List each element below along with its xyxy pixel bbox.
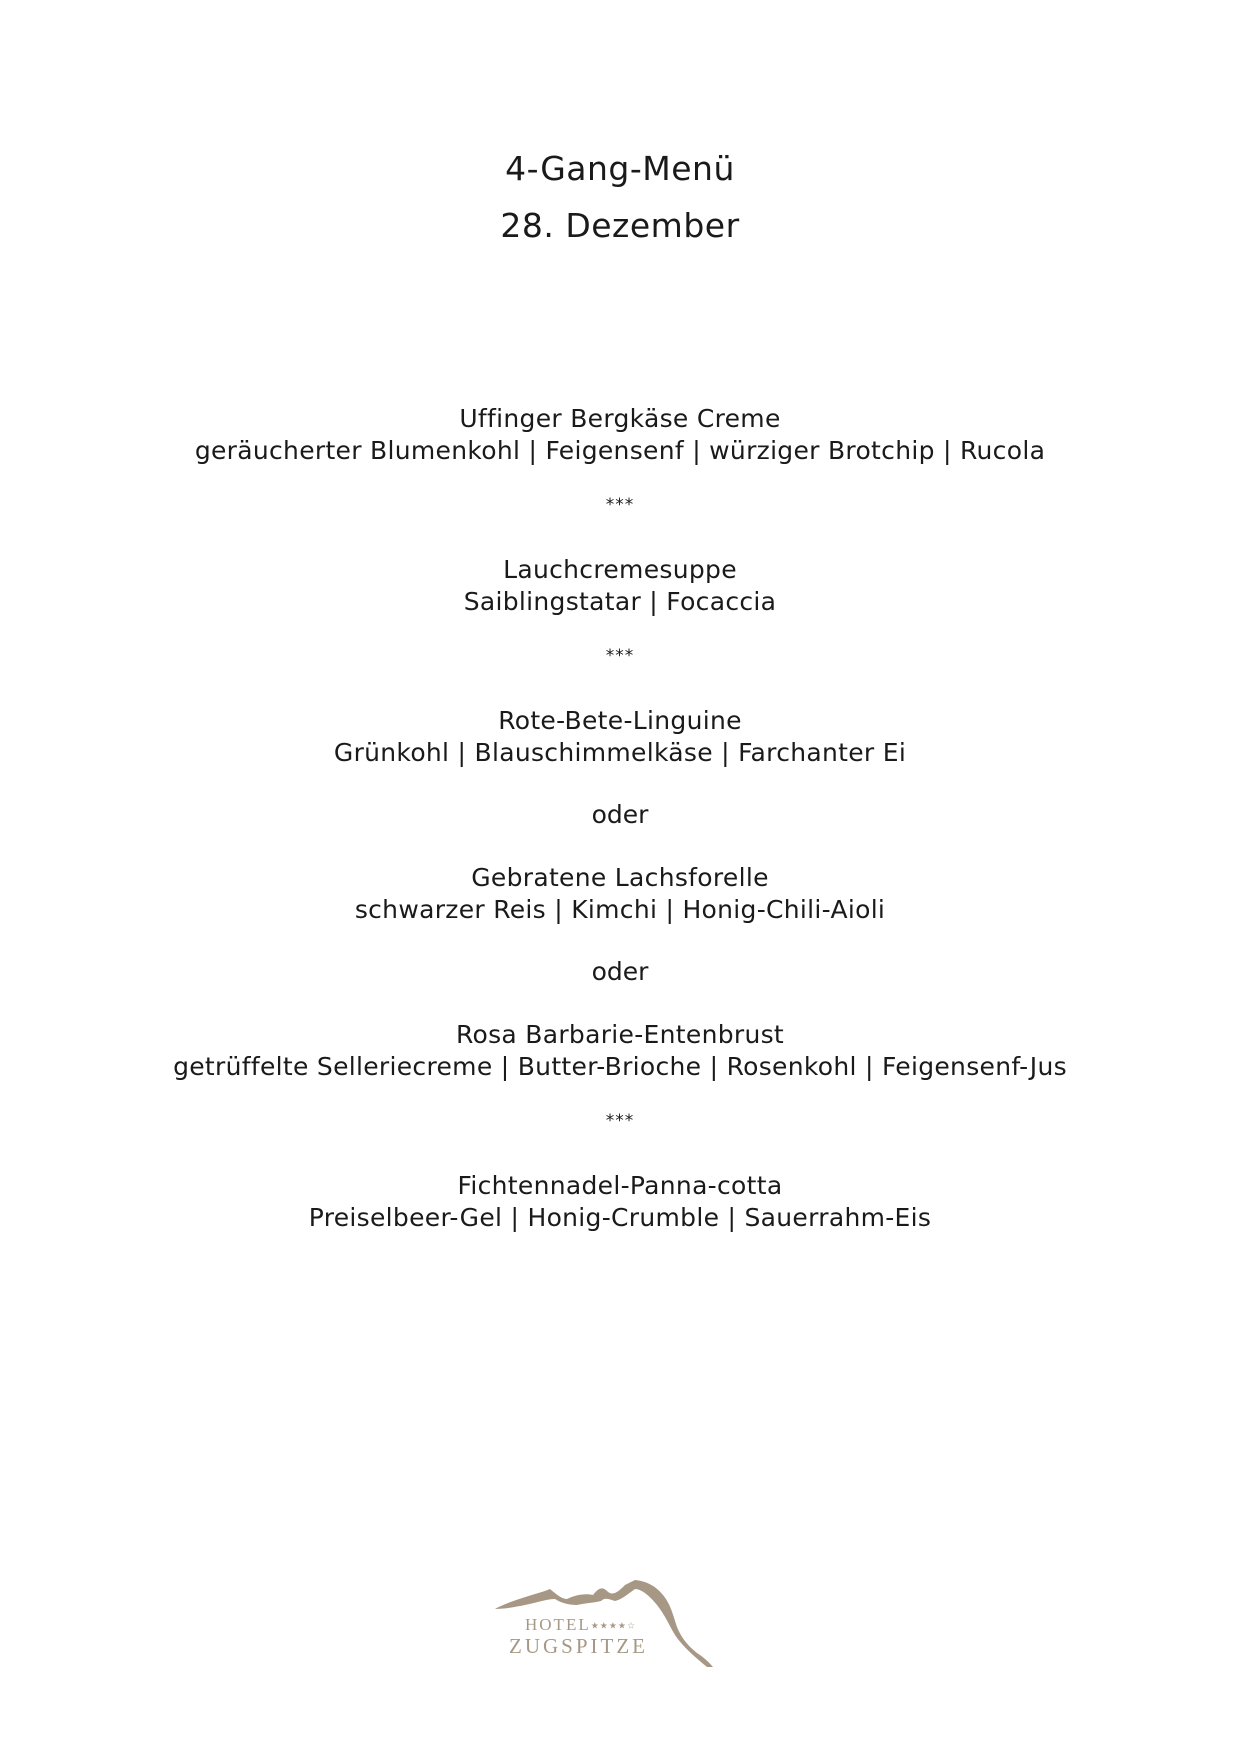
course-title: Rosa Barbarie-Entenbrust bbox=[455, 1020, 785, 1049]
course-main-option-2 bbox=[0, 862, 1240, 926]
course-separator: *** bbox=[605, 495, 635, 515]
course-separator: *** bbox=[605, 1111, 635, 1131]
menu-header bbox=[0, 140, 1240, 254]
course-description: geräucherter Blumenkohl | Feigensenf | würziger Brotchip | Rucola bbox=[194, 436, 1046, 465]
course-main-option-1 bbox=[0, 705, 1240, 769]
course-description: schwarzer Reis | Kimchi | Honig-Chili-Aioli bbox=[354, 895, 886, 924]
course-main-option-3 bbox=[0, 1019, 1240, 1083]
course-title: Gebratene Lachsforelle bbox=[471, 863, 769, 892]
course-dessert bbox=[0, 1170, 1240, 1234]
course-separator: *** bbox=[605, 646, 635, 666]
course-title: Uffinger Bergkäse Creme bbox=[459, 404, 781, 433]
logo-hotel-name: ZUGSPITZE bbox=[509, 1634, 648, 1658]
hotel-logo bbox=[495, 1575, 745, 1675]
alternative-label: oder bbox=[591, 957, 649, 986]
menu-date: 28. Dezember bbox=[500, 206, 740, 245]
course-title: Lauchcremesuppe bbox=[503, 555, 737, 584]
menu-title: 4-Gang-Menü bbox=[505, 149, 735, 188]
logo-hotel-line bbox=[525, 1615, 636, 1635]
logo-stars: ★★★★☆ bbox=[590, 1620, 637, 1631]
course-title: Fichtennadel-Panna-cotta bbox=[457, 1171, 783, 1200]
logo-hotel-word: HOTEL bbox=[525, 1615, 591, 1634]
course-starter bbox=[0, 403, 1240, 467]
course-description: Saiblingstatar | Focaccia bbox=[463, 587, 777, 616]
course-description: Preiselbeer-Gel | Honig-Crumble | Sauerrahm-Eis bbox=[308, 1203, 932, 1232]
course-description: Grünkohl | Blauschimmelkäse | Farchanter Ei bbox=[333, 738, 907, 767]
alternative-label: oder bbox=[591, 800, 649, 829]
course-soup bbox=[0, 554, 1240, 618]
course-title: Rote-Bete-Linguine bbox=[498, 706, 742, 735]
menu-courses bbox=[0, 403, 1240, 1234]
course-description: getrüffelte Selleriecreme | Butter-Brioche | Rosenkohl | Feigensenf-Jus bbox=[173, 1052, 1067, 1081]
